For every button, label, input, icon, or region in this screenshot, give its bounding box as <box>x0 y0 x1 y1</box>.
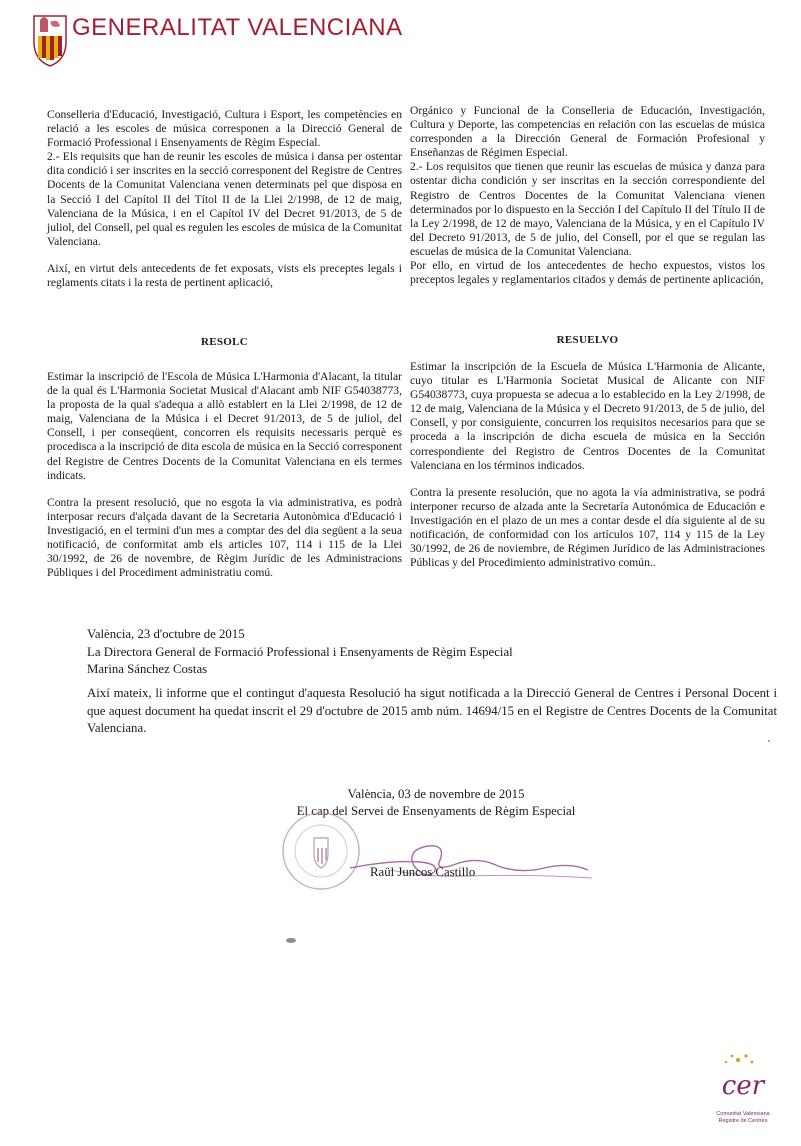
left-paragraph-1: Conselleria d'Educació, Investigació, Cultura i Esport, les competències en relació a les escoles de música corresponen a la Direcció General de Formació Professional i Ensenyaments de Règim Especial. <box>47 108 402 150</box>
left-column <box>47 108 402 290</box>
right-heading: RESUELVO <box>556 334 619 346</box>
left-column-resolution <box>47 370 402 580</box>
notification-paragraph: Així mateix, li informe que el contingut d'aquesta Resolució ha sigut notificada a la Direcció General de Centres i Personal Docent i que aquest document ha quedat inscrit el 29 d'octubre de 2015 amb núm. 14694/15 en el Registre de Centres Docents de la Comunitat Valenciana. <box>87 686 777 735</box>
scan-speck <box>286 938 296 943</box>
right-paragraph-2: 2.- Los requisitos que tienen que reunir las escuelas de música y danza para ostentar dicha condición y ser inscritas en la sección correspondiente del Registro de Centros Docentes de la Comunitat Valenciana vienen determinados por lo dispuesto en la Sección I del Capítulo II del Título II de la Ley 2/1998, de 12 de mayo, Valenciana de la Música, y en el Capítulo IV del Decreto 91/2013, de 5 de julio, del Consell, por el que se regulan las escuelas de música de la Comunitat Valenciana. <box>410 160 765 258</box>
signature-block-director <box>87 626 777 679</box>
signature-2-role: El cap del Servei de Ensenyaments de Règim Especial <box>296 804 576 818</box>
left-paragraph-2: 2.- Els requisits que han de reunir les escoles de música i dansa per ostentar dita condició i ser inscrites en la secció corresponent del Registre de Centres Docents de la Comunitat Valenciana venen determinats pel que disposa en la Secció I del Capítol II del Títol II de la Llei 2/1998, de 12 de maig, Valenciana de la Música, i en el Capítol IV del Decret 91/2013, de 5 de juliol, del Consell, pel qual es regulen les escoles de música de la Comunitat Valenciana. <box>47 150 402 248</box>
signature-1-name: Marina Sánchez Costas <box>87 662 208 676</box>
right-paragraph-5: Contra la presente resolución, que no agota la vía administrativa, se podrá interponer recurso de alzada ante la Secretaría Autonómica de Educación e Investigación en el plazo de un mes a contar desde el día siguiente al de su notificación, de conformidad con los artículos 107, 114 y 115 de la Ley 30/1992, de 26 de noviembre, de Régimen Jurídico de las Administraciones Públicas y del Procedimiento administrativo común.. <box>410 485 765 570</box>
signature-2-place-date: València, 03 de novembre de 2015 <box>347 787 525 801</box>
signature-2-name: Raül Juncos Castillo <box>370 865 476 879</box>
scan-speck <box>768 740 770 742</box>
cer-mark: cer <box>721 1071 765 1101</box>
signature-1-role: La Directora General de Formació Professional i Ensenyaments de Règim Especial <box>87 644 513 659</box>
right-column <box>410 104 765 287</box>
signature-1-place-date: València, 23 d'octubre de 2015 <box>87 627 245 641</box>
left-paragraph-3: Així, en virtut dels antecedents de fet exposats, vists els preceptes legals i reglaments citats i la resta de pertinent aplicació, <box>47 261 402 290</box>
cer-caption-1: Comunitat Valenciana <box>716 1111 770 1117</box>
left-heading: RESOLC <box>200 336 249 348</box>
org-name: GENERALITAT VALENCIANA <box>72 14 403 41</box>
right-paragraph-3: Por ello, en virtud de los antecedentes de hecho expuestos, vistos los preceptos legales y reglamentarios citados y demás de pertinente aplicación, <box>410 259 765 287</box>
left-paragraph-4: Estimar la inscripció de l'Escola de Música L'Harmonia d'Alacant, la titular de la qual és L'Harmonia Societat Musical d'Alacant amb NIF G54038773, la proposta de la qual s'adequa a allò establert en la Llei 2/1998, de 12 de maig, Valenciana de la Música i el Decret 91/2013, de 5 de juliol, del Consell, i per conseqüent, concorren els requisits necessaris perquè es procedisca a la inscripció de dita escola de música en la Secció corresponent del Registre de Centres Docents de la Comunitat Valenciana en els termes indicats. <box>47 370 402 482</box>
right-paragraph-4: Estimar la inscripción de la Escuela de Música L'Harmonia de Alicante, cuyo titular es L'Harmonia Societat Musical de Alicante con NIF G54038773, cuya propuesta se adecua a lo establecido en la Ley 2/1998, de 12 de maig, Valenciana de la Música y el Decreto 91/2013, de 5 de julio, del Consell, y por consiguiente, concurren los requisitos necesarios para que se proceda a la inscripción de dicha escuela de música en la Sección correspondiente del Registro de Centros Docentes de la Comunitat Valenciana en los términos indicados. <box>410 360 765 472</box>
left-paragraph-5: Contra la present resolució, que no esgota la via administrativa, es podrà interposar recurs d'alçada davant de la Secretaria Autonòmica d'Educació i Investigació, en el termini d'un mes a comptar des del dia següent a la seua notificació, de conformitat amb els articles 107, 114 i 115 de la Llei 30/1992, de 26 de novembre, de Règim Jurídic de les Administracions Públiques i del Procediment administratiu comú. <box>47 495 402 580</box>
cer-logo-icon <box>708 1050 778 1130</box>
right-column-resolution <box>410 360 765 570</box>
cer-caption-2: Registre de Centres <box>718 1118 768 1124</box>
right-paragraph-1: Orgánico y Funcional de la Conselleria de Educación, Investigación, Cultura y Deporte, las competencias en relación con las escuelas de música corresponden a la Dirección General de Formación Profesional y Enseñanzas de Régimen Especial. <box>410 104 765 160</box>
generalitat-logo-icon <box>30 12 70 68</box>
